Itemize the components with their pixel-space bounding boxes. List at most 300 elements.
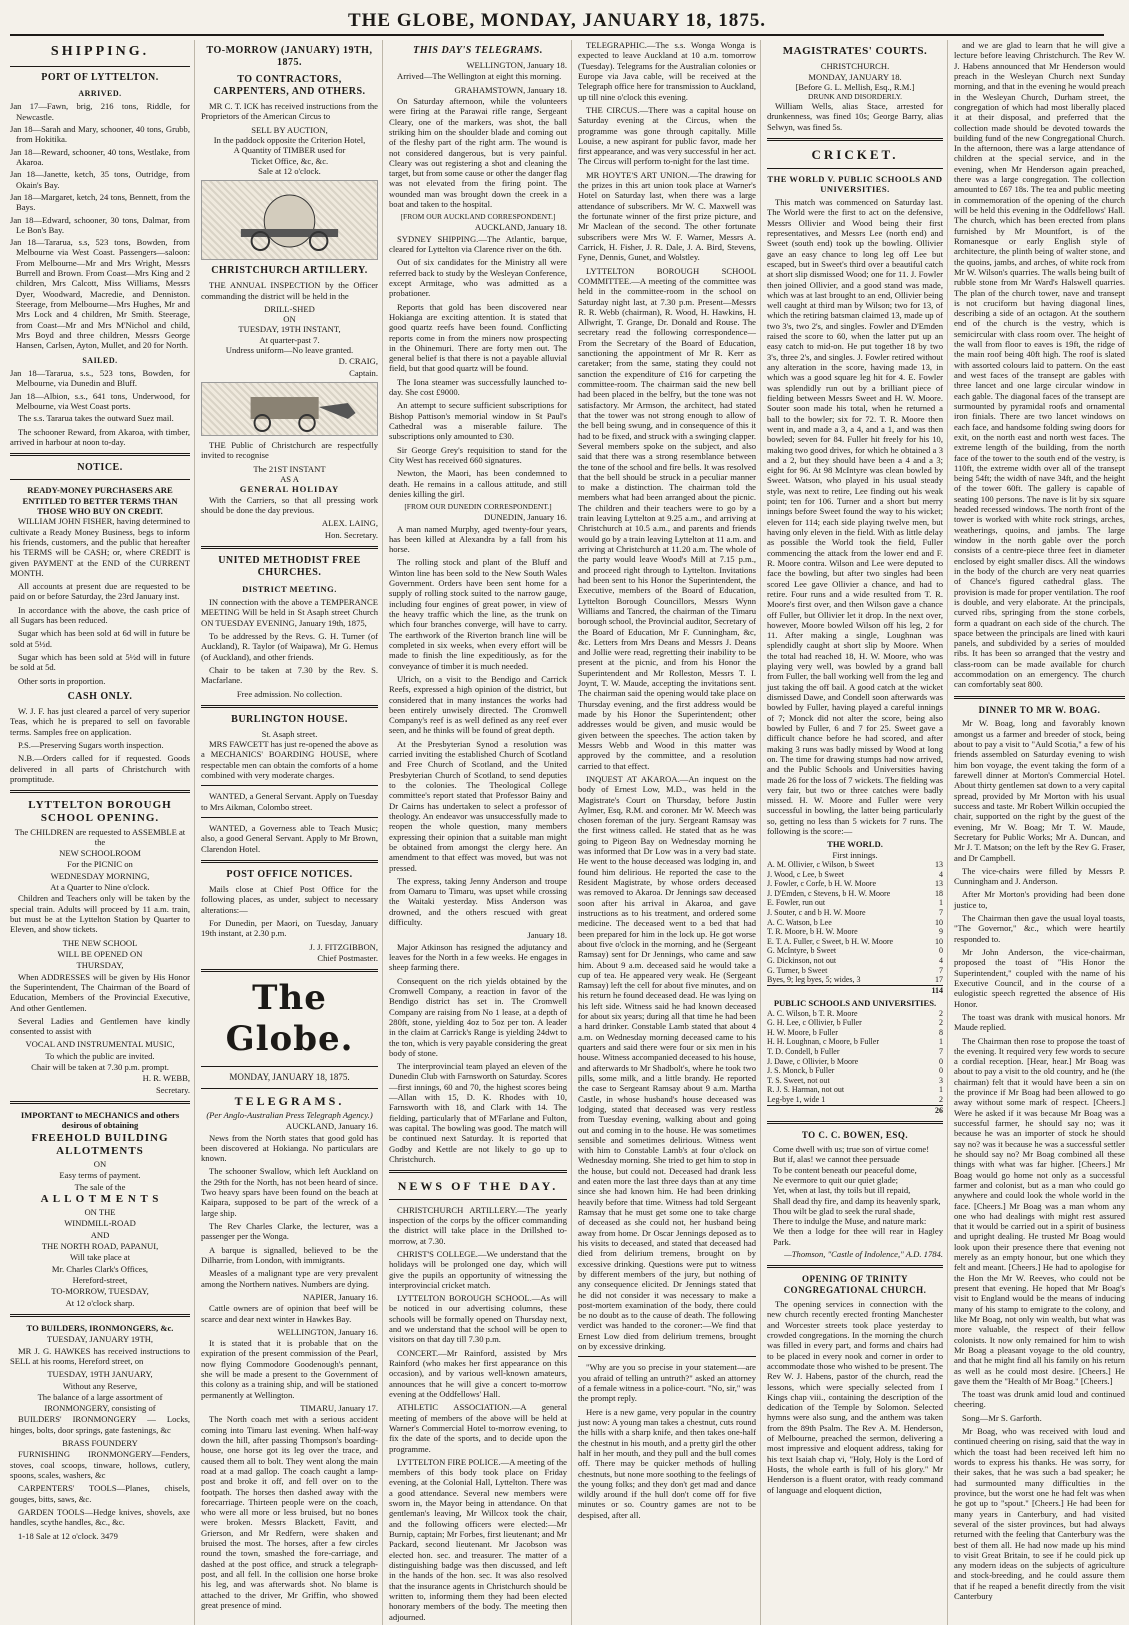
trinity-body-continued: and we are glad to learn that he will give a lecture before leaving Christchurch. The Rev W. J. Habens announced that Mr Henderson would preach in the Wesleyan Church next Sunday morning, and that in the evening he would preach in the Wesleyan Church, Durham street, the congregation of which had most liberally placed it at their disposal, and preferred that the collection made should be devoted towards the building fund of the new Congregational Church. In the afternoon, there was a large attendance of children at the special service, and in the evening, when Mr Henderson again preached, there was a large congregation. The collection amounted to £67 18s. The tea and public meeting in commemoration of the opening of the church will be held this evening in the Oddfellows' Hall. The church, which has been erected from plans furnished by Mr Mountfort, is of the Romanesque or early English style of architecture, the plinth being of walter stone, and the quoins, jambs, and arches, of white rock from Mr W. Wilson's quarries. The walls being built of rubble stone from Mr Ward's Halswell quarries. The plan of the church tower, nave and transept is not cruciform but having diagonal lines, describing a side of an octagon. At the southern end of the church is the vestry, which is semicircular with class room over. The height of the wall from floor to eaves is 19ft, the ridge of the main roof being 40ft high. The roof is slated with assorted colours laid to pattern. On the east and west faces of the transept are gables with three lancet and one large circular window in each gable. The diagonal faces of the transept are surmounted by pyramidal roofs and ornamental iron finials. There are two lancet windows on each face, and handsome folding swing doors for exit, on the north east and north west faces. The extreme length of the building, from the north face of the tower to the south end of the vestry, is 110ft, the extreme width over all of the transept being 54ft; the width of nave 34ft, and the height of the tower 60ft. The gallery is capable of seating 100 persons. The nave is lit by six square headed recessed windows. The north front of the tower is worked with white rock strings, arches, weatherings, quoins, and jambs. The large window in the north gable over the porch consists of a centre-piece three feet in diameter enclosed by eight smaller discs. All the windows in the body of the church are very neat quarries of Chance's figured cathedral glass. The provision is made for proper ventilation. The roof is double, and very elaborate. At the principals, curved ribs, springing from the stone corbels, form a quadrant on each side of the church. The space between the principals are lined with kauri panels, and subdivided by a series of moulded ribs. It has been so arranged that the vestry and class-room can be made available for church accommodation on an emergency. The church can comfortably seat 800. [954,40,1125,690]
score-row [767,898,943,908]
artillery-crest-illustration [201,180,378,260]
artillery-line: ON [283,314,296,325]
divider [10,1101,190,1104]
telegram-place: WELLINGTON, January 16. [277,1326,378,1337]
poem-line: Ne evermore to quit our quiet glade; [773,1174,899,1185]
carriage-illustration [201,382,378,436]
batsman: R. J. S. Harman, not out [767,1085,845,1095]
telegram-body: Major Atkinson has resigned the adjutancy and leaves for the North in a few weeks. He engages in sheep farming there. [389,941,567,973]
batsman: G. Turner, b Sweet [767,965,828,975]
total-runs: 114 [927,985,943,995]
notice-body: Other sorts in proportion. [18,675,106,686]
page-masthead: THE GLOBE, MONDAY, JANUARY 18, 1875. [10,8,1104,36]
iron-line: IRONMONGERY, consisting of [44,1403,156,1414]
arrived-heading: ARRIVED. [78,88,122,98]
telegram-body: Arrived—The Wellington at eight this morning. [397,71,562,82]
correspondent-tag: [FROM OUR AUCKLAND CORRESPONDENT.] [400,212,556,222]
post-office-body: For Dunedin, per Maori, on Tuesday, January 19th instant, at 2.30 p.m. [201,917,378,939]
arrival-entry: Jan 18—Janette, ketch, 35 tons, Outridge, from Okain's Bay. [10,169,190,190]
runs: 0 [939,1056,943,1066]
timber-sale-line: A Quantity of TIMBER used for [233,145,346,156]
score-row [767,1037,943,1047]
telegram-place: January 18. [527,930,567,941]
batsman: E. T. A. Fuller, c Sweet, b H. W. Moore [767,936,894,946]
divider [767,138,943,141]
runs: 7 [939,908,943,917]
school-body: When ADDRESSES will be given by His Honor the Superintendent, The Chairman of the Board of Education, Members of the Provincial Executive, And other Gentlemen. [10,971,190,1013]
artillery-signature: Captain. [349,367,378,378]
divider [201,705,378,708]
methodist-heading: UNITED METHODIST FREE CHURCHES. [218,554,361,578]
score-row [767,937,943,947]
allotments-line: ON THE [84,1207,116,1218]
iron-heading: TO BUILDERS, IRONMONGERS, &c. [26,1322,174,1333]
score-row [767,1066,943,1076]
dinner-body: The Chairman then rose to propose the toast of the evening. It required very few words to secure a cordial reception. [Hear, hear.] Mr Boag was about to pay a visit to the old country, and he (the chairman) felt that it would have been a sin on the province if Mr Boag had been allowed to go away without some mark of respect. [Cheers.] Were he asked if it was because Mr Boag was a successful farmer, he should say no; was it because he was an importer of stock he should say no? was it because he was a successful settler he should say no? Mr Boag combined all these things with what was far higher. [Cheers.] Mr Boag would go home not only as a successful farmer and colonist, but as a man who could go anywhere and could look the whole world in the face. [Cheers.] Mr Boag was a man whom any one who had dealings with might rest assured that it would be carried out in a spirit of business and upright dealing. He trusted Mr Boag would look upon their presence there that evening not merely as an empty honour, but one which they felt and meant. [Cheers.] He had to apologise for the Hon the Mr W. Reeves, who could not be present that evening. He hoped that Mr Boag's visit to England would be the means of inducing many of his stamp to emigrate to the colony, and like Mr Boag, not only win wealth, but what was more valuable, the respect of their fellow colonists. It now only remained for him to wish Mr Boag a pleasant voyage to the old country, and that he might find all his family on his return as well as he could most desire. [Cheers.] He gave them the "Health of Mr Boag." [Cheers.] [954,1035,1125,1386]
ironmongery-ad [10,1323,190,1541]
divider [10,790,190,793]
score-row [767,946,943,956]
telegram-body: An attempt to secure sufficient subscriptions for Bishop Pattison's memorial window in St Paul's Cathedral was a miserable failure. The subscriptions only amounted to £30. [389,400,567,442]
notice-body: WILLIAM JOHN FISHER, having determined to cultivate a Ready Money Business, begs to inform his friends, customers, and the public that hereafter his TERMS will be CASH; or, where CREDIT is given PAYMENT at the END of the CURRENT MONTH. [10,516,190,578]
divider [201,817,378,818]
allotments-line: The sale of the [74,1181,126,1192]
score-row [767,1047,943,1057]
cricket-body: This match was commenced on Saturday last. The World were the first to act on the defensive, Messrs Ollivier and Wood being their first representatives, and Messrs Lee (north end) and Sweet (south end) took up the bowling. Ollivier gave an easy chance to long leg off Lee but escaped, but in Sweet's third over a beautiful catch at short slip dismissed Wood; one for 11. J. Fowler then joined Ollivier, and a good stand was made, which was at last brought to an end, Ollivier being well caught at third man by Wilson; two for 13, of which the retiring batsman claimed 13, made up of two 3's, two 2's, and singles. Fowler and D'Emden raised the score to 60, when the latter put up an easy catch to mid-on. He put together 18 by two 3's, three 2's, and singles. J. Fowler retired without any alteration in the score, having made 13, in which was a good square leg hit for 4. E. Fowler was splendidly run out by a brilliant piece of fielding between Messrs Sweet and H. W. Moore. Souter soon made his total, when he returned a ball to the bowler; six for 72. T. R. Moore then went in, and made a 3, a 4, and a 1, and was then bowled; seven for 84. Fuller hit freely for his 10, making two good drives, for which he obtained a 3 and a 2, but they should have been a 4 and a 3; eight for 96. At 98 McIntyre was clean bowled by Sweet. Watson, who played in his usual steady style, was next to retire, Lee finding out his weak point; ten for 106. Turner and a short but merry innings before Sweet found the way to his wicket; eleven for 114; each side playing twelve men, but having only eleven in the field. With as little delay as possible the World took the field, Fuller commencing the attack from the lower end and F. R. Moore contra. Wilson and Lee were deputed to face the bowling, but after two singles had been scored Lee gave Ollivier a chance, and had to retire. Four runs and a wide resulted from T. R. Moore's first over, and then Wilson gave a chance off Fuller, but Ollivier let it drop. In the next over, however, Moore bowled Wilson off his leg, 2 for 11. After making a single, Loughnan was splendidly caught at short slip by Moore. When the total had reached 18, H. W. Moore, who was playing very well, was bowled by a grand ball from Fuller, the ball working well from the leg and just taking the off bail. A good catch at the wicket dismissed Dawe, and Condell soon afterwards was bowled by Fuller, having played a careful innings of 7; Monck did not alter the score, being also bowled by Fuller, 6 and 7 for 25. Sweet gave a difficult chance before he had scored, and after making 3 runs was badly missed by Wood at long on. The time for drawing stumps had now arrived, and the Public Schools and Universities having made 26 for the loss of 7 wickets. The fielding was very fair, but two or three catches were badly missed. H. W. Moore and Fuller were very successful in bowling, the latter being particularly so, getting no less than 5 wickets for 7 runs. The following is the score:— [767,197,943,837]
allotments-line: A L L O T M E N T S [40,1192,160,1205]
school-music: To which the public are invited. [45,1050,155,1061]
score-row [767,918,943,928]
arrival-entry: Jan 18—Tararua, s.s, 523 tons, Bowden, from Melbourne via West Coast. Passengers—saloon: From Melbourne—Mr and Mrs Wright, Messrs Burrell and Brown. From Coast—Mrs King and 2 children, Mrs Calcott, Miss Williams, Messrs Dyer, Woodward, Macredie, and Denniston. Steerage, from Melbourne—Mrs Hughes, Mr and Mrs Lock and 4 children, Mr Smith. Steerage, from Coast—Mr and Mrs M'Nichol and child, Mrs Boyd and three children, Messrs George Hansen, Carlsen, Ayton, Mullet, and 20 for North. [10,237,190,351]
runs: 3 [939,1075,943,1085]
divider [10,479,190,480]
timber-sale-line: In the paddock opposite the Criterion Hotel, [213,134,366,145]
divider [10,453,190,456]
score-row [767,1018,943,1028]
arrival-entry: Jan 18—Sarah and Mary, schooner, 40 tons, Grubb, from Hokitika. [10,124,190,145]
iron-body: GARDEN TOOLS—Hedge knives, shovels, axe handles, scythe handles, &c., &c. [10,1506,190,1528]
telegram-body: The schooner Swallow, which left Auckland on the 29th for the North, has not been heard of since. Two heavy spars have been found on the beach at Kaipara, supposed to be part of the wreck of a large ship. [201,1166,378,1218]
holiday-line: The 21ST INSTANT [253,463,326,474]
telegram-place: NAPIER, January 16. [303,1291,378,1302]
score-total [767,985,943,995]
ps-heading: PUBLIC SCHOOLS AND UNIVERSITIES. [773,998,937,1009]
iron-body: FURNISHING IRONMONGERY—Fenders, stoves, coal scoops, tinware, hollows, cutlery, spoons, scales, washers, &c [10,1449,190,1481]
world-heading: THE WORLD. [827,839,883,850]
batsman: J. Dawe, c Ollivier, b Moore [767,1056,859,1066]
poem-line: Come dwell with us; true son of virtue come! [773,1143,930,1154]
notice-body: All accounts at present due are requested to be paid on or before Saturday, the 23rd January inst. [10,581,190,602]
divider [201,1066,378,1067]
news-item: TELEGRAPHIC.—The s.s. Wonga Wonga is expected to leave Auckland at 10 a.m. tomorrow (Tuesday). Telegrams for the Australian colonies or Europe via Java cable, will be received at the Telegraph office here for transmission to Auckland, up till nine o'clock this evening. [578,40,756,102]
dinner-heading: DINNER TO MR W. BOAG. [978,704,1101,715]
arrival-entry: Jan 18—Edward, schooner, 30 tons, Dalmar, from Le Bon's Bay. [10,214,190,235]
telegram-body: The rolling stock and plant of the Bluff and Winton line has been sold to the New South Wales Government. Orders have been sent home for a supply of rolling stock suited to the narrow gauge, including four engines of great power, in view of the heavy traffic which the line, as the trunk on which four branches converge, will have to carry. The earthwork of the Riverton branch line will be completed in six weeks, when every effort will be made to finish the line expeditiously, as for the conveyance of timber it is much needed. [389,557,567,671]
nota-bene: N.B.—Orders called for if requested. Goods delivered in all parts of Christchurch with promptitude. [10,753,190,784]
school-heading: LYTTELTON BOROUGH SCHOOL OPENING. [28,799,172,825]
divider [389,1199,567,1200]
batsman: T. S. Sweet, not out [767,1075,830,1085]
school-open: THE NEW SCHOOL [62,937,138,948]
dinner-body: The toast was drank with musical honors. Mr Maude replied. [954,1011,1125,1033]
school-chair: Chair will be taken at 7.30 p.m. prompt. [31,1062,169,1073]
dinner-body: After Mr Morton's providing had been done justice to, [954,889,1125,910]
allotments-line: WINDMILL-ROAD [64,1218,136,1229]
batsman: E. Fowler, run out [767,898,826,908]
artillery-line: TUESDAY, 19TH INSTANT, [238,324,341,335]
telegram-place: GRAHAMSTOWN, January 18. [454,84,567,95]
holiday-signature: Hon. Secretary. [324,529,378,540]
holiday-body: With the Carriers, so that all pressing work should be done the day previous. [201,494,378,515]
methodist-body: IN connection with the above a TEMPERANCE MEETING Will be held in St Asaph street Church ON TUESDAY EVENING, January 19th, 1875, [201,597,378,628]
news-item: CHRIST'S COLLEGE.—We understand that the holidays will be prolonged one day, which will give the pupils an opportunity of witnessing the interprovincial cricket match. [389,1248,567,1290]
arrival-entry: Jan 17—Fawn, brig, 216 tons, Riddle, for Newcastle. [10,101,190,122]
telegram-place: WELLINGTON, January 18. [466,60,567,70]
runs: 2 [939,1008,943,1018]
post-office-signature: Chief Postmaster. [317,952,378,963]
telegram-body: Out of six candidates for the Ministry all were referred back to study by the Wesleyan Conference, except Armitage, who was admitted as a probationer. [389,257,567,299]
artillery-body: THE ANNUAL INSPECTION by the Officer commanding the district will be held in the [201,280,378,301]
divider [578,1356,756,1357]
todays-telegrams-heading: THIS DAY'S TELEGRAMS. [413,45,543,56]
magistrates-heading: MAGISTRATES' COURTS. [782,45,928,57]
divider [10,66,190,67]
column-5 [767,40,948,1625]
score-row [767,889,943,899]
column-2 [201,40,383,1625]
timber-sale-line: Sale at 12 o'clock. [258,165,321,176]
allotments-line: THE NORTH ROAD, PAPANUI, [41,1241,159,1252]
runs: 2 [939,1018,943,1028]
post-office-body: Mails close at Chief Post Office for the following places, as under, subject to necessary alterations:— [201,883,378,915]
news-item: LYTTELTON BOROUGH SCHOOL.—As will be noticed in our advertising columns, these schools will be formally opened on Thursday next, and we understand that the school will be open to visitors on that day till 7.30 p.m. [389,1293,567,1345]
notice-body: Sugar which has been sold at 5½d will in future be sold at 5d. [10,652,190,673]
dinner-body: The vice-chairs were filled by Messrs P. Cunningham and J. Anderson. [954,865,1125,887]
allotments-ad [10,1110,190,1308]
ps-scorecard [767,1009,943,1116]
timber-sale-line: Ticket Office, &c, &c. [250,155,329,166]
methodist-sub: DISTRICT MEETING. [242,583,337,594]
cash-only-heading: CASH ONLY. [67,690,133,702]
telegram-body: The express, taking Jenny Anderson and troupe from Oamaru to Timaru, was upset while crossing the Waitaki yesterday. Miss Anderson was drowned, and the others rescued with great difficulty. [389,875,567,928]
notice-heading: NOTICE. [77,462,123,474]
iron-body: CARPENTERS' TOOLS—Planes, chisels, gouges, bitts, saws, &c. [10,1483,190,1504]
poem-line: We then a lodge for thee will rear in Hagley Park. [773,1226,943,1247]
iron-line: TUESDAY, 19TH JANUARY, [47,1369,153,1380]
divider [201,1088,378,1089]
school-body: Children and Teachers only will be taken by the special train. Adults will proceed by 11 a.m. train, but must be at the Lyttelton Station by Quarter to Eleven, and show tickets. [10,893,190,935]
arrival-entry: Jan 18—Margaret, ketch, 24 tons, Bennett, from the Bays. [10,191,190,213]
school-music: VOCAL AND INSTRUMENTAL MUSIC, [25,1039,175,1050]
postscript: P.S.—Preserving Sugars worth inspection. [18,739,164,750]
poem-heading: TO C. C. BOWEN, ESQ. [801,1130,909,1141]
allotments-line: Easy terms of payment. [59,1170,141,1181]
school-body: Several Ladies and Gentlemen have kindly consented to assist with [10,1015,190,1037]
divider [767,1121,943,1124]
telegram-body: The Iona steamer was successfully launched to-day. She cost £9000. [389,376,567,398]
news-item: MR HOYTE'S ART UNION.—The drawing for the prizes in this art union took place at Warner's Hotel on Saturday last, when there was a large attendance of subscribers. Mr W. C. Maxwell was the fortunate winner of the first prize picture, and Mr Maclean of the second. The other fortunate subscribers were Mrs W. F. Warner, Messrs A. Carrick, H. Fisher, J. R. Dale, J. A. Bird, Stevens, Fyne, Dennis, Gunet, and Wolstley. [578,169,756,263]
score-row [767,966,943,976]
telegram-body: News from the North states that good gold has been discovered at Hokianga. No particulars are known. [201,1132,378,1164]
poem-line: To be content beneath our peaceful dome, [773,1164,917,1175]
runs: 1 [939,1085,943,1095]
score-row [767,908,943,918]
column-6 [954,40,1129,1625]
batsman: H. H. Loughnan, c Moore, b Fuller [767,1037,879,1047]
school-signature: H. R. WEBB, [142,1073,190,1084]
notice-lead: READY-MONEY PURCHASERS ARE ENTITLED TO BETTER TERMS THAN THOSE WHO BUY ON CREDIT. [22,485,178,516]
news-item: "Why are you so precise in your statement—are you afraid of telling an untruth?" asked an attorney of a female witness in a police-court. "No, sir," was the prompt reply. [578,1362,756,1404]
magistrates-drunk: DRUNK AND DISORDERLY. [808,92,902,102]
runs: 17 [935,975,943,985]
allotments-line: AND [90,1229,110,1240]
poem-line: Yet, when at last, thy toils but ill repaid, [773,1185,911,1196]
runs: 7 [939,965,943,975]
runs: 1 [939,1037,943,1047]
batsman: J. Souter, c and b H. W. Moore [767,908,866,917]
holiday-signature: ALEX. LAING, [321,518,378,529]
score-row [767,1085,943,1095]
allotments-line: TO-MORROW, TUESDAY, [51,1286,149,1297]
runs: 7 [939,1047,943,1057]
holiday-line: AS A [280,473,299,484]
score-row [767,1057,943,1067]
shipping-heading: SHIPPING. [50,44,150,59]
post-office-heading: POST OFFICE NOTICES. [226,868,353,880]
poem-source: —Thomson, "Castle of Indolence," A.D. 1784. [784,1249,943,1260]
timber-sale-body: MR C. T. ICK has received instructions from the Proprietors of the American Circus to [201,101,378,122]
methodist-body: Chair to be taken at 7.30 by the Rev. S. Macfarlane. [201,664,378,686]
port-heading: PORT OF LYTTELTON. [41,71,159,83]
divider [389,1170,567,1173]
sailed-heading: SAILED. [82,355,118,365]
telegram-body: Newton, the Maori, has been condemned to death. He remains in a callous attitude, and still denies killing the girl. [389,468,567,499]
school-line: For the PICNIC on [67,859,133,870]
telegram-place: AUCKLAND, January 16. [285,1121,378,1132]
dinner-body: Mr W. Boag, long and favorably known amongst us a farmer and breeder of stock, being about to pay a visit to "Auld Scotia," a few of his friends assembled on Saturday evening to wish him bon voyage, the event taking the form of a farewell dinner at Morton's Commercial Hotel. About thirty gentlemen sat down to a very capital spread, provided by Mr Morton with his usual success and taste. Mr Robert Wilkin occupied the chair, supported on the right by the guest of the evening, Mr W. Boag; Mr T. W. Maude, Secretary for Public Works; Mr A. Duncan, and Mr J. T. Matson; on the left by the Rev G. Fraser, and Dr Campbell. [954,718,1125,863]
allotments-line: At 12 o'clock sharp. [65,1297,135,1308]
score-total [767,1105,943,1115]
batsman: A. M. Ollivier, c Wilson, b Sweet [767,860,875,870]
cricket-heading: CRICKET. [811,147,899,163]
batsman: T. R. Moore, b H. W. Moore [767,927,858,937]
telegram-place: AUCKLAND, January 18. [474,222,567,233]
column-3 [389,40,572,1625]
school-open: THURSDAY, [76,960,124,971]
score-row [767,975,943,985]
batsman: J. Wood, c Lee, b Sweet [767,869,844,879]
artillery-signature: D. CRAIG, [338,356,378,367]
iron-body: MR J. G. HAWKES has received instructions to SELL at his rooms, Hereford street, on [10,1345,190,1366]
runs: 13 [935,879,943,889]
notice-body: Sugar which has been sold at 6d will in future be sold at 5½d. [10,628,190,649]
news-item: INQUEST AT AKAROA.—An inquest on the body of Ernest Low, M.D., was held in the Magistrate's Court on Thursday, before Justin Aylmer, Esq, R.M. and coroner. Mr W. Meech was chosen foreman of the jury. Sergeant Ramsay was the first witness called. He stated that as he was going to Pigeon Bay on Wednesday morning he was informed that Dr Low was in a very bad state. He went to the house deceased was lodging in, and found him delirious. He reported the case to the Resident Magistrate, by whose orders deceased was removed to Akaroa. Dr Jennings saw deceased soon after his arrival in Akaroa, and gave instructions as to his treatment, and ordered some medicine. The deceased went to a bed that had been prepared for him in the lock up. He got worse about five o'clock in the morning, and he (Sergeant Ramsay) sent for Dr Jennings, who came and saw him. About 9 a.m. deceased said he would take a cup of tea. He appeared very weak. He (Sergeant Ramsay) left the cell for about five minutes, and on his return he found deceased dead. He was lying on his left side. Witness said he had known deceased for about six years; during all that time he had been a hard drinker. Constable Lamb stated that about 4 a.m. on Wednesday morning deceased came to his quarters and said there were four or six men in his house. Witness accompanied deceased to his house, and afterwards to Mr Shadbolt's, where he took two pills, some milk, and a little brandy. He reported the case to Sergeant Ramsay about 9 a.m. Martha Castle, in whose husband's house deceased was lodging, stated that deceased was very restless from Tuesday evening, walking about and going out and coming in to the house. He was sometimes sensible and sometimes delirious. Witness went with him to Constable Lamb's at four o'clock on Wednesday morning. She tried to get him to stop in the house, but could not. Deceased had drank less and eaten more the last three days than at any time since she had known him. He had been drinking heavily before that time. Witness had told Sergeant Ramsay that he must get some one to take charge of deceased as she could not, her husband being away from home. Dr Oscar Jennings deposed as to his visits to deceased, and stated that deceased had died from delirium tremens, brought on by excessive drinking. Questions were put to witness by different members of the jury, but nothing of any consequence elicited. Dr Jennings stated that he did not consider it was necessary to make a post-mortem examination of the body, there could be no doubt as to the cause of death. The following verdict was handed to the coroner:—We find that Ernest Low died from delirium tremens, brought on by excessive drinking. [578,773,756,1352]
school-ad [10,799,190,1095]
dinner-body: Mr Boag, who was received with loud and continued cheering on rising, said that the way in which the toast had been received left him no words to express his thanks. He was sorry, for their sakes, that he was such a bad speaker; he had surmounted many difficulties in the province, but the worst one he had felt was when he got up to "spout." [Cheers.] He had been for many years in Canterbury, and had visited several of the sister provinces, but had always returned with the feeling that Canterbury was the best of them all. He had now made up his mind to visit Great Britain, to see if he could pick up any modern ideas on the subjects of agriculture and stock-breeding, and he could assure them that if he reaped a benefit directly from the visit Canterbury [954,1426,1125,1602]
notice-body: In accordance with the above, the cash price of all Sugars has been reduced. [10,604,190,626]
telegrams-heading: TELEGRAMS. [234,1093,345,1108]
divider [201,969,378,972]
divider [201,546,378,549]
holiday-line: GENERAL HOLIDAY [239,484,340,495]
shipping-note: The schooner Reward, from Akaroa, with timber, arrived in harbour at noon to-day. [10,426,190,448]
artillery-line: DRILL-SHED [264,303,315,314]
score-row [767,1076,943,1086]
runs: 4 [939,955,943,965]
magistrates-bench: [Before G. L. Mellish, Esq., R.M.] [795,81,915,92]
batsman: G. Dickinson, not out [767,955,837,965]
news-item: THE CIRCUS.—There was a capital house on Saturday evening at the Circus, when the programme was gone through capitally. Mille Louise, a new aspirant for public favor, made her first appearance, and was very successful in her act. The Circus will perform to-night for the last time. [578,104,757,167]
telegram-body: Ulrich, on a visit to the Bendigo and Carrick Reefs, expressed a high opinion of the district, but considered that in many instances the works had been entirely unwisely directed. The Cromwell Company's reef is as well defined as any reef ever seen, and he thinks will be found of great depth. [389,673,567,736]
runs: 4 [939,869,943,879]
divider [201,860,378,863]
allotments-heading: IMPORTANT to MECHANICS and others desirous of obtaining [20,1110,180,1131]
poem-line: There to indulge the Muse, and nature mark: [773,1216,927,1227]
iron-date: TUESDAY, JANUARY 19TH, [46,1334,154,1345]
telegram-body: Measles of a malignant type are very prevalent among the Northern natives. Numbers are dying. [201,1268,378,1289]
extras: Leg-bye 1, wide 1 [767,1095,826,1104]
column-1 [10,40,195,1625]
runs: 0 [939,946,943,956]
wanted-ad: WANTED, a Governess able to Teach Music; also, a good General Servant. Apply to Mr Brown, Clarendon Hotel. [201,823,378,854]
divider [10,1314,190,1317]
batsman: G. McIntyre, b Sweet [767,946,837,956]
score-row [767,927,943,937]
telegram-body: Sir George Grey's requisition to stand for the City West has received 660 signatures. [389,444,567,465]
telegram-place: DUNEDIN, January 16. [483,512,567,523]
arrival-entry: Jan 18—Reward, schooner, 40 tons, Westlake, from Akaroa. [10,146,190,167]
iron-line: Without any Reserve, [62,1380,138,1391]
runs: 0 [939,1066,943,1076]
allotments-line: Hereford-street, [72,1275,128,1286]
burlington-sub: St. Asaph street. [261,728,318,739]
poem-line: Shall dead thy fire, and damp its heavenly spark, [773,1195,941,1206]
batsman: J. Fowler, c Corfe, b H. W. Moore [767,879,876,889]
runs: 18 [935,888,943,898]
runs: 10 [935,936,943,946]
news-item: LYTTELTON FIRE POLICE.—A meeting of the members of this body took place on Friday evening, at the Colonial Hall, Lyttelton. There was a good attendance. Several new members were sworn in, the Mayor being in attendance. On that gentleman's leaving, Mr Willcox took the chair, and the following officers were elected:—Mr Burnip, captain; Mr Forbes, first lieutenant; and Mr Packard, second lieutenant. Mr Jacobson was elected hon. sec. and treasurer. The matter of a distinguishing badge was then discussed, and left in the hands of the hon. sec. It was also resolved that the insurance agents in Christchurch should be written to, informing them they had been elected honorary members of the body. The meeting then adjourned. [389,1456,567,1622]
trinity-body: The opening services in connection with the new church recently erected fronting Manchester and Worcester streets took place yesterday to crowded congregations. In the morning the church was filled in every part, and forms and chairs had to be placed in every nook and corner in order to accommodate those who wished to be present. The Rev W. J. Habens, pastor of the church, read the lessons, which were specially selected from I Kings chap viii., containing the description of the dedication of the Temple by Solomon. Selected hymns were also sung, and the anthem was taken from the 89th Psalm. The Rev A. M. Henderson, of Melbourne, preached the sermon, delivering a most impressive and eloquent address, taking for his text Isaiah chap vi, "Holy, Holy is the Lord of Hosts, the whole earth is full of his glory." Mr Henderson is a fluent orator, with ready command of language and eloquent diction, [767,1299,943,1495]
sailing-entry: Jan 18—Tararua, s.s., 523 tons, Bowden, for Melbourne, via Dunedin and Bluff. [10,368,190,389]
school-line: The CHILDREN are requested to ASSEMBLE at the [14,826,186,847]
batsman: G. H. Lee, c Ollivier, b Fuller [767,1018,862,1028]
school-line: WEDNESDAY MORNING, [50,870,150,881]
telegram-body: On Saturday afternoon, while the volunteers were firing at the Parawai rifle range, Sergeant Cleary, one of the markers, was shot, the ball striking him on the shoulder blade and coming out of the fleshy part of the right arm. The wound is not considered dangerous, but is very painful. Cleary was out registering a shot and cleaning the target, but from some cause or other the danger flag was not elevated from the firing point. The wounded man was brought down the creek in a boat and taken to the hospital. [389,95,567,210]
batsman: A. C. Watson, b Lee [767,917,832,927]
divider [767,168,943,169]
news-item: LYTTELTON BOROUGH SCHOOL COMMITTEE.—A meeting of the committee was held in the committee-room in the school on Saturday night last, at 7.30 p.m. Present—Messrs R. R. Webb (chairman), R. Wood, H. Hawkins, H. Allwright, T. Grange, Dr. Donald and Rouse. The secretary read the following correspondence—From the Secretary of the Board of Education, sanctioning the appointment of Mr R. Kerr as caretaker; from the same, stating they could not sanction the expenditure of £16 for carpeting the committee-room. The chairman said the new bell had been placed in the belfry, but the tone was not satisfactory. Mr Armson, the architect, had stated that the tower was not strong enough to allow of the bell being swung, and in consequence of this it had to be fixed, and struck with a swinging clapper. Several members spoke on the subject, and also said that there was a strong resemblance between the tone of the school and fire bells. It was resolved that the bell should be struck in a peculiar manner to make a distinction. The chairman told the members what had been arranged about the picnic. The children and their teachers were to go by a train leaving Lyttelton at 9.25 a.m., and arriving at Christchurch at 10.5 a.m., and parents and friends would go by a train leaving Lyttelton at 11 a.m. and arriving at Christchurch at 11.20 a.m. The whole of the party would leave Wood's Mill at 7.15 p.m., and proceed right through to Lyttelton. Invitations had been sent to his Honor the Superintendent, the Executive, members of the Board of Education, Lyttelton Borough Councillors, Messrs Wynn Williams and Tancred, the chairman of the Timaru borough school, the Provincial auditor, Secretary of the Board of Education, Mr F. Cunningham, &c, &c. Letters from Mrs Deans and Messrs J. Deans and Jollie were read, regretting their inability to be present at the picnic, and from his Honor the Superintendent and Mr Rolleston, Messrs T. I. Joynt, T. W. Maude, accepting the invitations sent. The chairman said the opening would take place on Thursday evening, and the first address would be made by his Honor the Superintendent; other addresses would be given, and music would be given between the speeches. The action taken by Messrs Webb and Wood in this matter was approved by the committee, and a resolution carried to that effect. [578,265,756,771]
news-item: CONCERT.—Mr Rainford, assisted by Mrs Rainford (who makes her first appearance on this occasion), and by various well-known amateurs, announces that he will give a concert to-morrow evening at the Oddfellows' Hall. [389,1347,567,1399]
telegram-body: A barque is signalled, believed to be the Dilharrie, from London, with immigrants. [201,1244,378,1265]
runs: 13 [935,860,943,870]
world-scorecard [767,860,943,995]
divider [954,696,1125,699]
telegram-body: At the Presbyterian Synod a resolution was carried inviting the established Church of Scotland and Free Church of Scotland, and the United Presbyterian Church of Scotland, to send deputies to the colonies. The Theological College committee's report stated that Professor Bainy and Dr Cairns has undertaken to select a professor of theology. An endeavor was unsuccessfully made to reopen the whole question, many members expressing their opinion that a suitable man might be obtained from amongst the clergy here. An amendment to that effect was moved, but was not pressed. [389,738,567,873]
correspondent-tag: [FROM OUR DUNEDIN CORRESPONDENT.] [404,502,552,512]
score-row [767,1028,943,1038]
timber-sale-sub: TO CONTRACTORS, CARPENTERS, AND OTHERS. [213,74,366,97]
score-row [767,1009,943,1019]
methodist-body: Free admission. No collection. [236,688,343,699]
score-row [767,870,943,880]
batsman: J. D'Emden, c Stevens, b H. W. Moore [767,888,891,898]
trinity-heading: OPENING OF TRINITY CONGREGATIONAL CHURCH. [783,1274,927,1296]
poem-line: Thou wilt be glad to seek the rural shade, [773,1205,915,1216]
artillery-line: Undress uniform—No leave granted. [225,345,354,356]
column-4 [578,40,761,1625]
telegram-body: SYDNEY SHIPPING.—The Atlantic, barque, cleared for Lyttelton via Clarence river on the 6th. [389,233,567,254]
methodist-body: To be addressed by the Revs. G. H. Turner (of Auckland), R. Taylor (of Waipawa), Mr G. Hemus (of Auckland), and other friends. [201,630,378,662]
columns [10,40,1125,1622]
telegram-body: The Rev Charles Clarke, the lecturer, was a passenger per the Wonga. [201,1221,378,1242]
timber-sale-heading: TO-MORROW (JANUARY) 19TH, 1875. [206,45,373,68]
divider [767,1265,943,1268]
telegram-body: Cattle owners are of opinion that beef will be scarce and dear next winter in Hawkes Bay. [201,1303,378,1324]
score-row [767,860,943,870]
runs: 8 [939,1027,943,1037]
telegram-body: A man named Murphy, aged twenty-four years, has been killed at Alexandra by a fall from his horse. [389,523,567,555]
telegram-place: TIMARU, January 17. [300,1403,378,1414]
cricket-sub: THE WORLD V. PUBLIC SCHOOLS AND UNIVERSITIES. [767,173,943,194]
divider [201,785,378,786]
allotments-line: ON [93,1159,107,1170]
runs: 9 [939,927,943,937]
allotments-line: Mr. Charles Clark's Offices, [51,1263,149,1274]
total-runs: 26 [927,1105,943,1115]
batsman: H. W. Moore, b Fuller [767,1027,838,1037]
batsman: A. C. Wilson, b T. R. Moore [767,1008,858,1018]
cash-body: W. J. F. has just cleared a parcel of very superior Teas, which he is prepared to sell on favorable terms. Samples free on application. [10,705,190,737]
magistrates-date: MONDAY, JANUARY 18. [808,71,902,82]
telegram-body: Consequent on the rich yields obtained by the Cromwell Company, a reaction in favor of the Bendigo district has set in. The Cromwell Company are raising from No 1 lease, at a depth of 280ft, stone, yielding 4oz to 5oz per ton. A leader in the claim at Carrick's Range is yielding 24dwt to the ton, which is very payable considering the great body of stone. [389,975,567,1058]
batsman: T. D. Condell, b Fuller [767,1047,840,1057]
news-item: CHRISTCHURCH ARTILLERY.—The yearly inspection of the corps by the officer commanding the district will take place in the Drillshed to-morrow, at 7.30. [389,1204,567,1246]
issue-date: MONDAY, JANUARY 18, 1875. [229,1071,350,1082]
school-line: NEW SCHOOLROOM [59,848,141,859]
score-row [767,879,943,889]
telegram-body: The North coach met with a serious accident coming into Timaru last evening. When half-way down the hill, after passing Thompson's boarding-house, one horse got its leg over the trace, and caused them all to bolt. They went along the main road at a mad gallop. The coach caught a lamp-post and broke it off, and fell over on to the footpath. The horses then dashed away with the forecarriage. Thirteen people were on the coach, who were all more or less bruised, but no bones were broken. Messrs Blackett, Favitt, and Grierson, and Mr Redfern, were shaken and bruised the most. The horses, after a few circles round the town, smashed the fore-carriage, and dashed at the post office, and struck a telegraph-post, and all fell. In the collision one horse broke his leg, and was afterwards shot. No blame is attached to the driver, Mr Griffin, who showed great presence of mind. [201,1414,378,1610]
batsman: J. S. Monck, b Fuller [767,1066,835,1076]
newspaper-nameplate: The Globe. [225,978,354,1059]
dinner-body: The toast was drunk amid loud and continued cheering. [954,1389,1125,1410]
sailing-entry: Jan 18—Albion, s.s., 641 tons, Underwood, for Melbourne, via West Coast ports. [10,390,190,412]
artillery-line: At quarter-past 7. [259,334,320,345]
news-item: Here is a new game, very popular in the country just now: A young man takes a chestnut, cuts round the hills with a sharp knife, and then takes one-half the chestnut in his mouth, and a pretty girl the other half in her mouth, and they pull and the bull comes off. There may be quicker methods of hulling chestnuts, but none more soothing to the feelings of the young folks; and they don't get mad and dance wildly around if the hull don't come off for five minutes or so. Country games are not to be despised, after all. [578,1406,756,1520]
runs: 2 [939,1095,943,1104]
artillery-heading: CHRISTCHURCH ARTILLERY. [211,265,368,277]
runs: 1 [939,898,943,908]
holiday-body: THE Public of Christchurch are respectfully invited to recognise [201,440,378,461]
score-row [767,1095,943,1105]
poem [767,1144,943,1247]
iron-body: BUILDERS' IRONMONGERY — Locks, hinges, bolts, door springs, gate fastenings, &c [10,1414,190,1435]
runs: 10 [935,917,943,927]
news-item: ATHLETIC ASSOCIATION.—A general meeting of members of the above will be held at Warner's Commercial Hotel to-morrow evening, to fix the date of the sports, and to decide upon the programme. [389,1402,567,1454]
iron-line: The balance of a large assortment of [37,1391,163,1402]
school-signature: Secretary. [155,1084,190,1095]
wanted-ad: WANTED, a General Servant. Apply on Tuesday to Mrs Aikman, Colombo street. [201,791,378,812]
magistrates-body: William Wells, alias Stace, arrested for drunkenness, was fined 10s; George Barry, alias Selwyn, was fined 5s. [767,101,943,132]
post-office-signature: J. J. FITZGIBBON, [309,941,378,952]
poem-line: But if, alas! we cannot thee persuade [773,1154,900,1165]
dinner-body: Song—Mr S. Garforth. [962,1412,1042,1423]
telegram-body: It is stated that it is probable that on the expiration of the present commission of the Pearl, now flying Commodore Goodenough's pennant, she will be made a present to the Government of this colony as a training ship, and will be stationed permanently at Wellington. [201,1338,378,1400]
telegram-body: The interprovincial team played an eleven of the Dunedin Club with Farnsworth on Saturday. Scores—first innings, 60 and 70, the highest scores being—Allan with 15, D. K. Rhodes with 10, Farnsworth with 18, and Clark with 14. The fielding, particularly that of M'Farlane and Fulton, was capital. The bowling was good. The match will be continued next Saturday. It is reported that Godby and Kettle are not likely to go up to Christchurch. [389,1061,567,1164]
magistrates-sub: CHRISTCHURCH. [820,61,890,72]
allotments-line: Will take place at [69,1252,131,1263]
iron-brass: BRASS FOUNDERY [62,1438,138,1449]
school-line: At a Quarter to Nine o'clock. [50,882,150,893]
